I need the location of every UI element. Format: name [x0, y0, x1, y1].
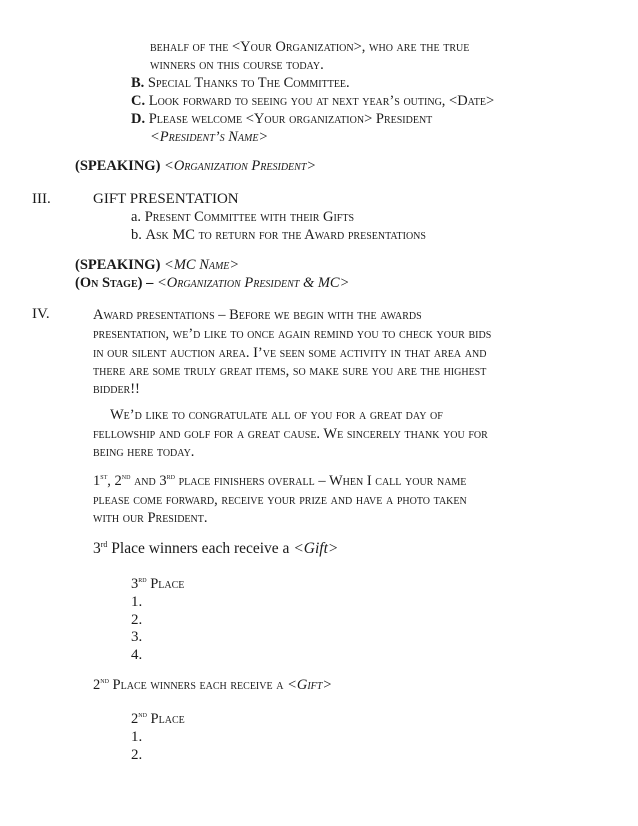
finishers-text: place finishers overall – When I call your name	[174, 473, 467, 489]
list-item-C	[131, 92, 494, 110]
body-line: please come forward, receive your prize and have a photo taken	[93, 492, 467, 508]
ordinal-num: 2	[93, 677, 101, 693]
list-label: a.	[131, 209, 142, 225]
list-item-D	[131, 110, 432, 128]
list-label: b.	[131, 227, 142, 243]
list-number: 1.	[131, 594, 143, 610]
speaker-name: <Organization President>	[164, 158, 317, 174]
list-text: Look forward to seeing you at next year’s outing, <Date>	[148, 93, 495, 109]
speaking-cue	[75, 256, 239, 274]
speaking-label: (SPEAKING)	[75, 257, 161, 273]
ordinal-suffix: nd	[121, 472, 131, 481]
stage-names: <Organization President & MC>	[156, 275, 350, 291]
list-number: 2.	[131, 612, 143, 628]
body-line: winners on this course today.	[150, 57, 324, 73]
list-text: Ask MC to return for the Award presentations	[145, 227, 426, 243]
stage-label: (On Stage) –	[75, 275, 154, 291]
heading-text: Place	[146, 711, 185, 727]
heading-text: Place	[146, 576, 185, 592]
third-place-heading	[131, 575, 184, 593]
ordinal-suffix: rd	[166, 472, 175, 481]
body-line: there are some truly great items, so make sure you are the highest	[93, 363, 487, 379]
ordinal-suffix: nd	[138, 710, 147, 719]
gift-placeholder: <Gift>	[293, 540, 339, 557]
body-line: behalf of the <Your Organization>, who are the true	[150, 39, 470, 55]
body-line: bidder!!	[93, 381, 140, 397]
list-number: 2.	[131, 747, 143, 763]
list-label: D.	[131, 111, 146, 127]
body-line: We’d like to congratulate all of you for a great day of	[110, 407, 443, 423]
gift-placeholder: <Gift>	[287, 677, 333, 693]
ordinal-num: 2	[131, 711, 139, 727]
body-line: being here today.	[93, 444, 195, 460]
intro-text: Place winners each receive a	[107, 540, 294, 557]
second-place-heading	[131, 710, 185, 728]
section-title: GIFT PRESENTATION	[93, 191, 239, 207]
list-text: Special Thanks to The Committee.	[147, 75, 350, 91]
body-line: with our President.	[93, 510, 208, 526]
ordinal-num: 3	[131, 576, 139, 592]
list-item-B	[131, 74, 350, 92]
body-line: presentation, we’d like to once again remind you to check your bids	[93, 326, 492, 342]
ordinal-suffix: st	[100, 472, 108, 481]
stage-cue	[75, 274, 349, 292]
list-label: C.	[131, 93, 146, 109]
ordinal-suffix: nd	[100, 676, 109, 685]
second-place-intro	[93, 676, 332, 694]
body-line: Award presentations – Before we begin with the awards	[93, 307, 422, 323]
ordinal-suffix: rd	[100, 540, 108, 549]
list-item-a	[131, 208, 354, 226]
ordinal-sep: , 2	[107, 473, 122, 489]
list-number: 4.	[131, 647, 143, 663]
list-number: 1.	[131, 729, 143, 745]
speaking-label: (SPEAKING)	[75, 158, 161, 174]
ordinal-num: 1	[93, 473, 101, 489]
list-text-cont: <President’s Name>	[150, 129, 269, 145]
speaking-cue	[75, 157, 316, 175]
section-numeral: IV.	[32, 306, 50, 322]
third-place-intro	[93, 540, 338, 558]
ordinal-num: 3	[93, 540, 101, 557]
finishers-line	[93, 472, 466, 490]
list-item-b	[131, 226, 426, 244]
ordinal-suffix: rd	[138, 575, 147, 584]
intro-text: Place winners each receive a	[108, 677, 288, 693]
body-line: fellowship and golf for a great cause. We sincerely thank you for	[93, 426, 488, 442]
list-text: Please welcome <Your organization> President	[148, 111, 433, 127]
list-number: 3.	[131, 629, 143, 645]
body-line: in our silent auction area. I’ve seen some activity in that area and	[93, 345, 487, 361]
section-numeral: III.	[32, 191, 51, 207]
list-label: B.	[131, 75, 145, 91]
speaker-name: <MC Name>	[164, 257, 240, 273]
ordinal-sep: and 3	[130, 473, 167, 489]
list-text: Present Committee with their Gifts	[144, 209, 355, 225]
